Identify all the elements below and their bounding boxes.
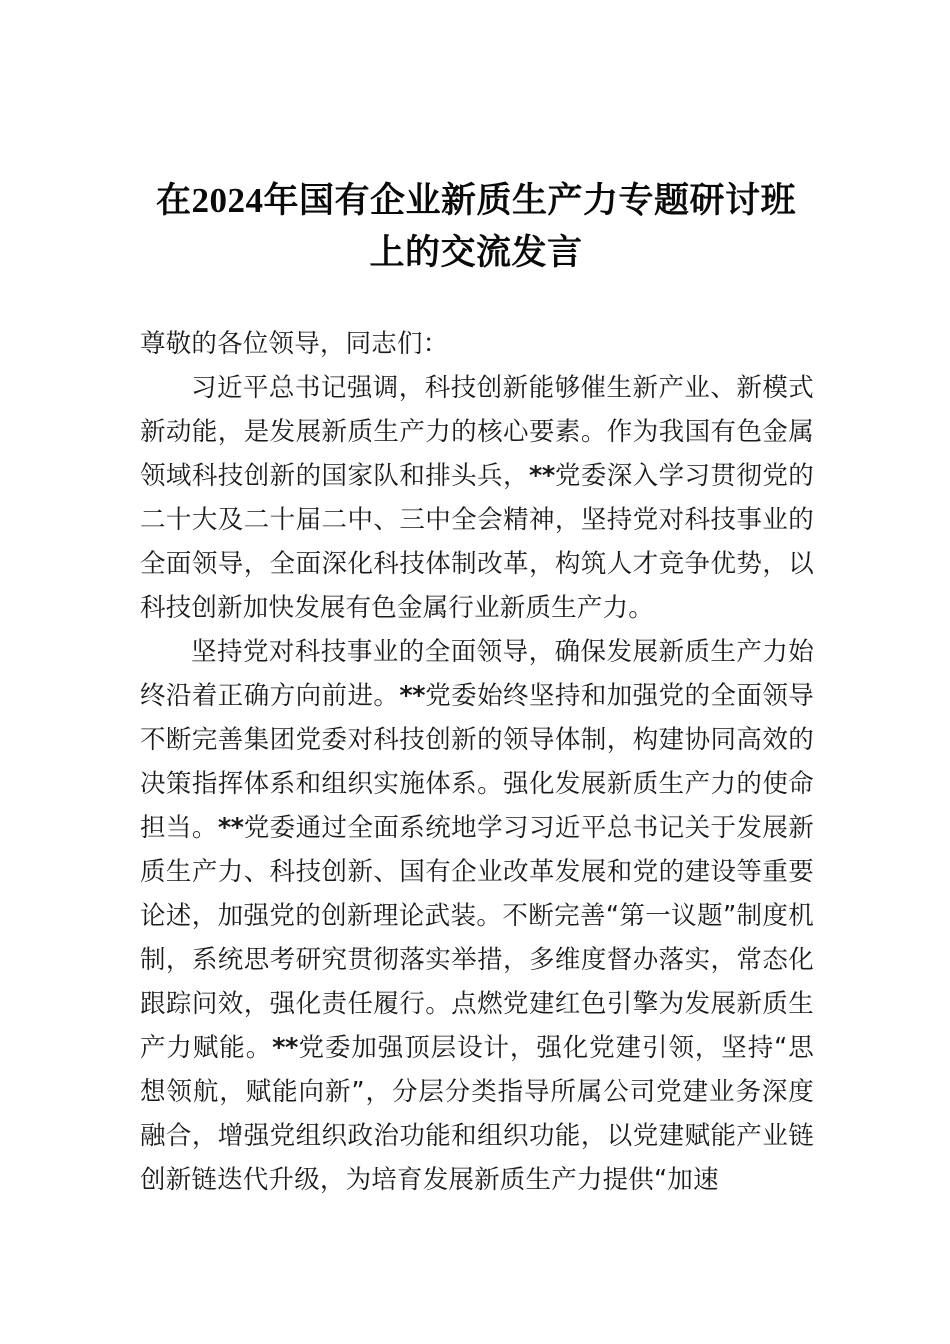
paragraph-2-segment-c: 党委通过全面系统地学习习近平总书记关于发展新质生产力、科技创新、国有企业改革发展和党的建设等重要论述，加强党的创新理论武装。不断完善“第一议题”制度机制，系统思考研究贯彻落实举措，多维度督办落实，常态化跟踪问效，强化责任履行。点燃党建红色引擎为发展新质生产力赋能。 xyxy=(140,813,815,1063)
body-paragraph-2 xyxy=(140,630,814,1202)
salutation-text: 尊敬的各位领导，同志们： xyxy=(140,329,449,359)
paragraph-1-segment-a: 习近平总书记强调，科技创新能够催生新产业、新模式新动能，是发展新质生产力的核心要素。作为我国有色金属领域科技创新的国家队和排头兵， xyxy=(140,373,814,491)
paragraph-1-segment-b: 党委深入学习贯彻党的二十大及二十届二中、三中全会精神，坚持党对科技事业的全面领导，全面深化科技体制改革，构筑人才竞争优势，以科技创新加快发展有色金属行业新质生产力。 xyxy=(140,461,814,623)
paragraph-2-segment-a: 坚持党对科技事业的全面领导，确保发展新质生产力始终沿着正确方向前进。 xyxy=(140,637,814,711)
document-body xyxy=(140,322,814,1202)
redaction-marker-1: ** xyxy=(528,461,555,491)
redaction-marker-2: ** xyxy=(399,681,425,711)
paragraph-2-segment-b: 党委始终坚持和加强党的全面领导不断完善集团党委对科技创新的领导体制，构建协同高效的决策指挥体系和组织实施体系。强化发展新质生产力的使命担当。 xyxy=(140,681,814,843)
page-title-line-1: 在2024年国有企业新质生产力专题研讨班 xyxy=(155,181,796,221)
redaction-marker-3: ** xyxy=(217,813,244,843)
page-title xyxy=(140,175,812,279)
salutation-line xyxy=(140,322,814,366)
redaction-marker-4: ** xyxy=(272,1033,298,1063)
paragraph-2-segment-d: 党委加强顶层设计，强化党建引领，坚持“思想领航，赋能向新”，分层分类指导所属公司党建业务深度融合，增强党组织政治功能和组织功能，以党建赋能产业链创新链迭代升级，为培育发展新质生产力提供“加速 xyxy=(140,1033,814,1195)
page-title-line-2: 上的交流发言 xyxy=(369,233,583,273)
body-paragraph-1 xyxy=(140,366,814,630)
